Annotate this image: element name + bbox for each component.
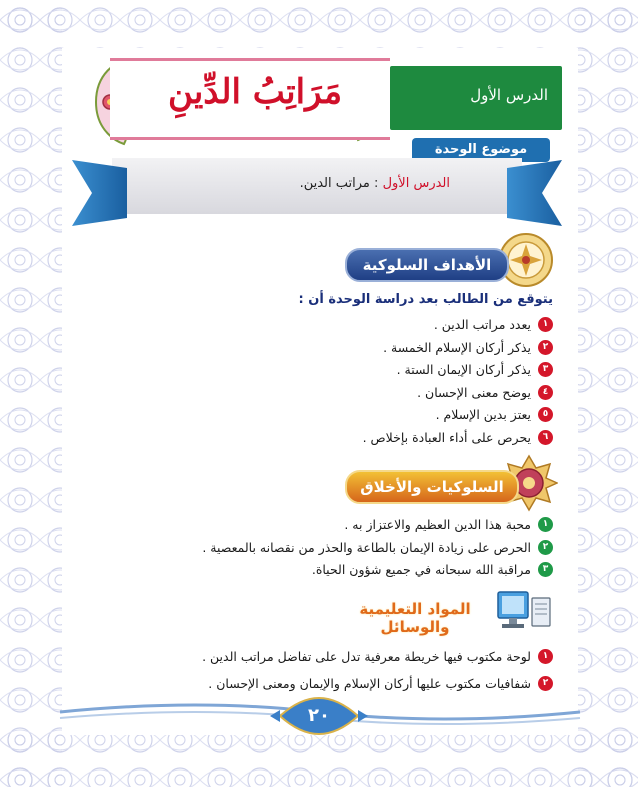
ethics-list (202, 514, 553, 582)
topic-banner-label: الدرس الأول (382, 176, 450, 191)
list-item (363, 427, 553, 450)
materials-section-title: المواد التعليمية والوسائل (359, 600, 471, 636)
item-text: يعدد مراتب الدين . (433, 317, 531, 332)
item-number: ٥ (538, 407, 553, 422)
materials-list (202, 646, 553, 700)
goals-list (363, 314, 553, 449)
list-item (202, 673, 553, 700)
goals-section-title: الأهداف السلوكية (345, 248, 509, 282)
item-number: ٣ (538, 562, 553, 577)
topic-banner-separator: : (374, 176, 379, 191)
item-number: ٣ (538, 362, 553, 377)
item-text: يذكر أركان الإسلام الخمسة . (383, 339, 531, 355)
computer-icon (496, 588, 554, 634)
lesson-label: الدرس الأول (470, 86, 548, 104)
list-item (202, 514, 553, 537)
list-item (363, 359, 553, 382)
item-text: الحرص على زيادة الإيمان بالطاعة والحذر من نقصانه بالمعصية . (202, 539, 531, 555)
list-item (363, 337, 553, 360)
list-item (202, 537, 553, 560)
list-item (363, 404, 553, 427)
ethics-section-title: السلوكيات والأخلاق (345, 470, 519, 504)
unit-topic-badge: موضوع الوحدة (412, 138, 550, 162)
page-number: ٢٠ (308, 705, 330, 726)
list-item (363, 382, 553, 405)
item-number: ١ (538, 517, 553, 532)
item-text: محبة هذا الدين العظيم والاعتزاز به . (344, 517, 531, 532)
goals-intro: يتوقع من الطالب بعد دراسة الوحدة أن : (298, 292, 553, 307)
item-text: مراقبة الله سبحانه في جميع شؤون الحياة. (311, 562, 531, 577)
item-text: شفافيات مكتوب عليها أركان الإسلام والإيمان ومعنى الإحسان . (208, 676, 531, 691)
item-number: ٢ (538, 340, 553, 355)
item-text: يحرص على أداء العبادة بإخلاص . (362, 429, 531, 445)
topic-banner-text (150, 176, 450, 191)
list-item (363, 314, 553, 337)
item-text: يوضح معنى الإحسان . (417, 384, 531, 400)
item-text: يعتز بدين الإسلام . (435, 407, 531, 422)
item-text: لوحة مكتوب فيها خريطة معرفية تدل على تفاضل مراتب الدين . (202, 649, 531, 664)
item-number: ٢ (538, 676, 553, 691)
lesson-title: مَرَاتِبُ الدِّينِ (167, 72, 343, 112)
topic-banner-value: مراتب الدين. (299, 176, 370, 191)
list-item (202, 646, 553, 673)
item-number: ١ (538, 317, 553, 332)
item-number: ٢ (538, 540, 553, 555)
item-number: ١ (538, 649, 553, 664)
list-item (202, 559, 553, 582)
item-number: ٤ (538, 385, 553, 400)
item-text: يذكر أركان الإيمان الستة . (396, 362, 531, 377)
item-number: ٦ (538, 430, 553, 445)
